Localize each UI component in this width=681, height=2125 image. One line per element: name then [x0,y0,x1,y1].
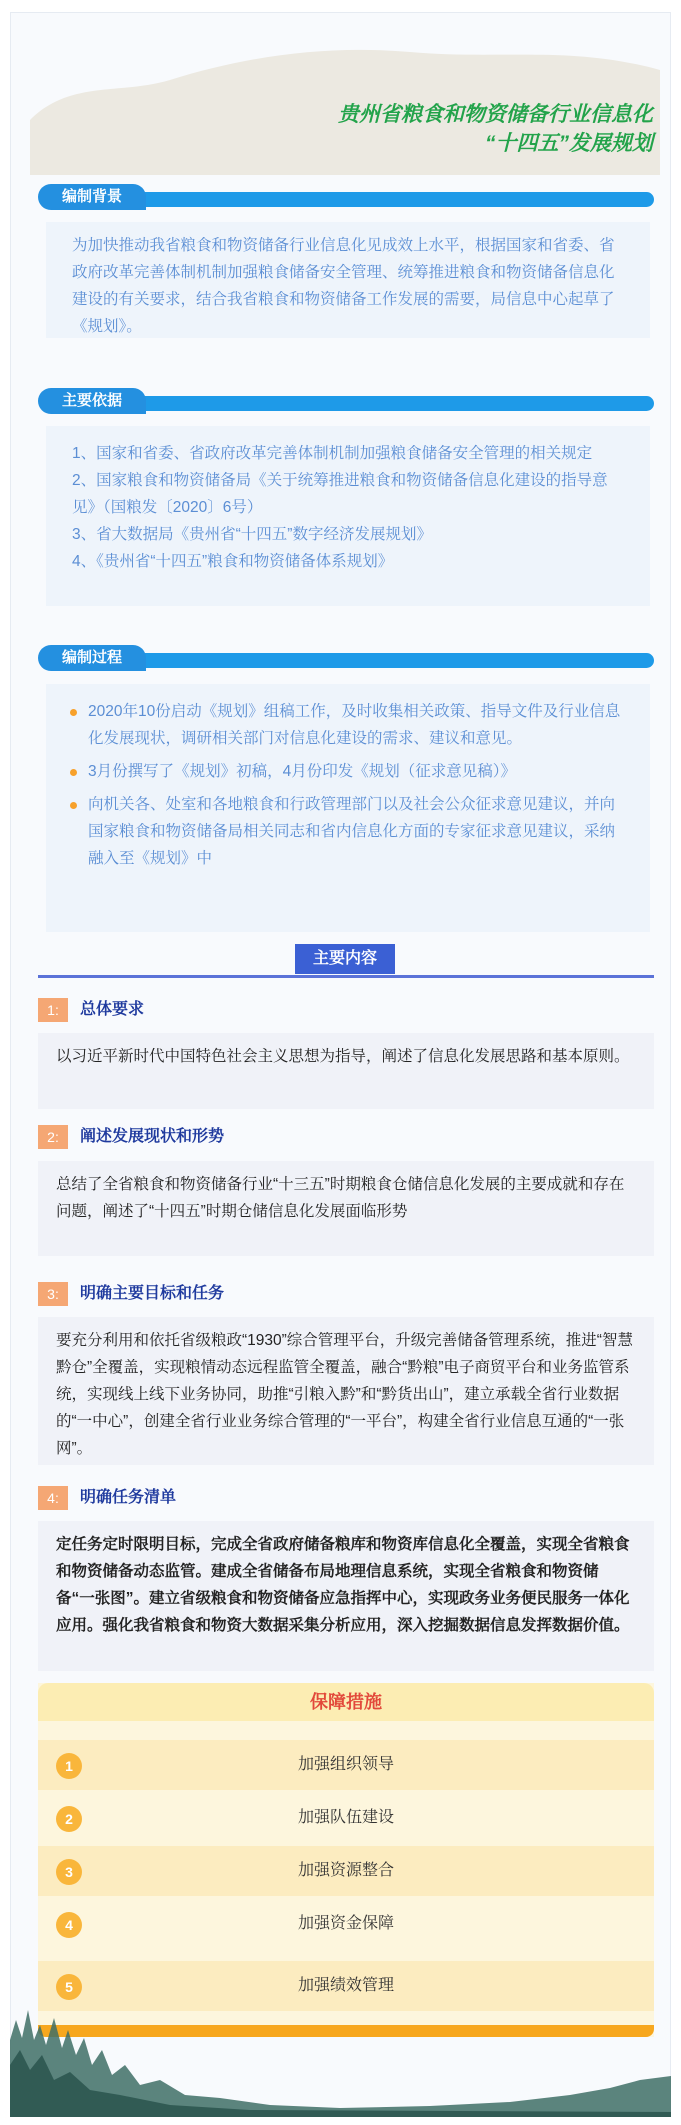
section-bar [130,396,654,411]
section-bar [130,653,654,668]
guarantee-row [38,1740,654,1790]
guarantee-number: 3 [56,1859,82,1885]
basis-item: 1、国家和省委、省政府改革完善体制机制加强粮食储备安全管理的相关规定 [72,445,593,462]
section-header-basis [38,388,654,414]
section-bar [130,192,654,207]
guarantee-title: 保障措施 [38,1683,654,1721]
forest-decoration [10,2010,671,2117]
process-item: 2020年10份启动《规划》组稿工作，及时收集相关政策、指导文件及行业信息化发展现状，调研相关部门对信息化建设的需求、建议和意见。 [66,698,624,752]
item-number: 4: [38,1486,68,1510]
item-title: 明确主要目标和任务 [80,1285,225,1302]
process-box [46,684,650,932]
process-item: 向机关各、处室和各地粮食和行政管理部门以及社会公众征求意见建议，并向国家粮食和物资储备局相关同志和省内信息化方面的专家征求意见建议，采纳融入至《规划》中 [66,791,624,872]
guarantee-number: 5 [56,1974,82,2000]
guarantee-row [38,1846,654,1896]
guarantee-text: 加强资源整合 [297,1862,394,1879]
background-text: 为加快推动我省粮食和物资储备行业信息化见成效上水平，根据国家和省委、省政府改革完善体制机制加强粮食储备安全管理、统筹推进粮食和物资储备信息化建设的有关要求，结合我省粮食和物资储备工作发展的需要，局信息中心起草了《规划》。 [72,237,615,335]
guarantee-text: 加强队伍建设 [297,1809,394,1826]
section-label: 主要依据 [38,388,146,414]
item-number: 2: [38,1125,68,1149]
title-line-2: “十四五”发展规划 [485,132,653,155]
item-title: 阐述发展现状和形势 [80,1128,225,1145]
item-number: 3: [38,1282,68,1306]
basis-item: 2、国家粮食和物资储备局《关于统筹推进粮食和物资储备信息化建设的指导意见》（国粮发〔2020〕6号） [72,472,608,516]
main-content-divider [38,975,654,978]
guarantee-text: 加强资金保障 [297,1915,394,1932]
item-text: 以习近平新时代中国特色社会主义思想为指导，阐述了信息化发展思路和基本原则。 [56,1048,630,1065]
guarantee-number: 4 [56,1912,82,1938]
guarantee-panel [38,1683,654,2037]
guarantee-row [38,1793,654,1843]
main-content-label: 主要内容 [295,944,395,974]
item-text: 总结了全省粮食和物资储备行业“十三五”时期粮食仓储信息化发展的主要成就和存在问题，阐述了“十四五”时期仓储信息化发展面临形势 [56,1176,625,1220]
title-line-1: 贵州省粮食和物资储备行业信息化 [338,103,653,126]
item-title: 总体要求 [80,1001,145,1018]
main-item-box [38,1521,654,1671]
basis-box [46,426,650,606]
main-item-box [38,1033,654,1109]
section-label: 编制过程 [38,645,146,671]
section-label: 编制背景 [38,184,146,210]
main-item-box [38,1317,654,1465]
background-box [46,222,650,338]
item-number: 1: [38,998,68,1022]
basis-item: 3、省大数据局《贵州省“十四五”数字经济发展规划》 [72,526,432,543]
item-text: 定任务定时限明目标，完成全省政府储备粮库和物资库信息化全覆盖，实现全省粮食和物资储备动态监管。建成全省储备布局地理信息系统，实现全省粮食和物资储备“一张图”。建立省级粮食和物资储备应急指挥中心，实现政务业务便民服务一体化应用。强化我省粮食和物资大数据采集分析应用，深入挖掘数据信息发挥数据价值。 [56,1536,630,1634]
item-text: 要充分利用和依托省级粮政“1930”综合管理平台，升级完善储备管理系统，推进“智慧黔仓”全覆盖，实现粮情动态远程监管全覆盖，融合“黔粮”电子商贸平台和业务监管系统，实现线上线下业务协同，助推“引粮入黔”和“黔货出山”，建立承载全省行业数据的“一中心”，创建全省行业业务综合管理的“一平台”，构建全省行业信息互通的“一张网”。 [56,1332,633,1457]
item-title: 明确任务清单 [80,1489,177,1506]
guarantee-number: 1 [56,1753,82,1779]
guarantee-text: 加强组织领导 [297,1756,394,1773]
guarantee-row [38,1899,654,1949]
section-header-process [38,645,654,671]
main-item-box [38,1161,654,1256]
process-item: 3月份撰写了《规划》初稿，4月份印发《规划（征求意见稿）》 [66,758,624,785]
page-title [338,100,653,158]
main-content-header [38,944,654,978]
basis-item: 4、《贵州省“十四五”粮食和物资储备体系规划》 [72,553,394,570]
section-header-background [38,184,654,210]
guarantee-row [38,1961,654,2011]
guarantee-number: 2 [56,1806,82,1832]
guarantee-text: 加强绩效管理 [297,1977,394,1994]
